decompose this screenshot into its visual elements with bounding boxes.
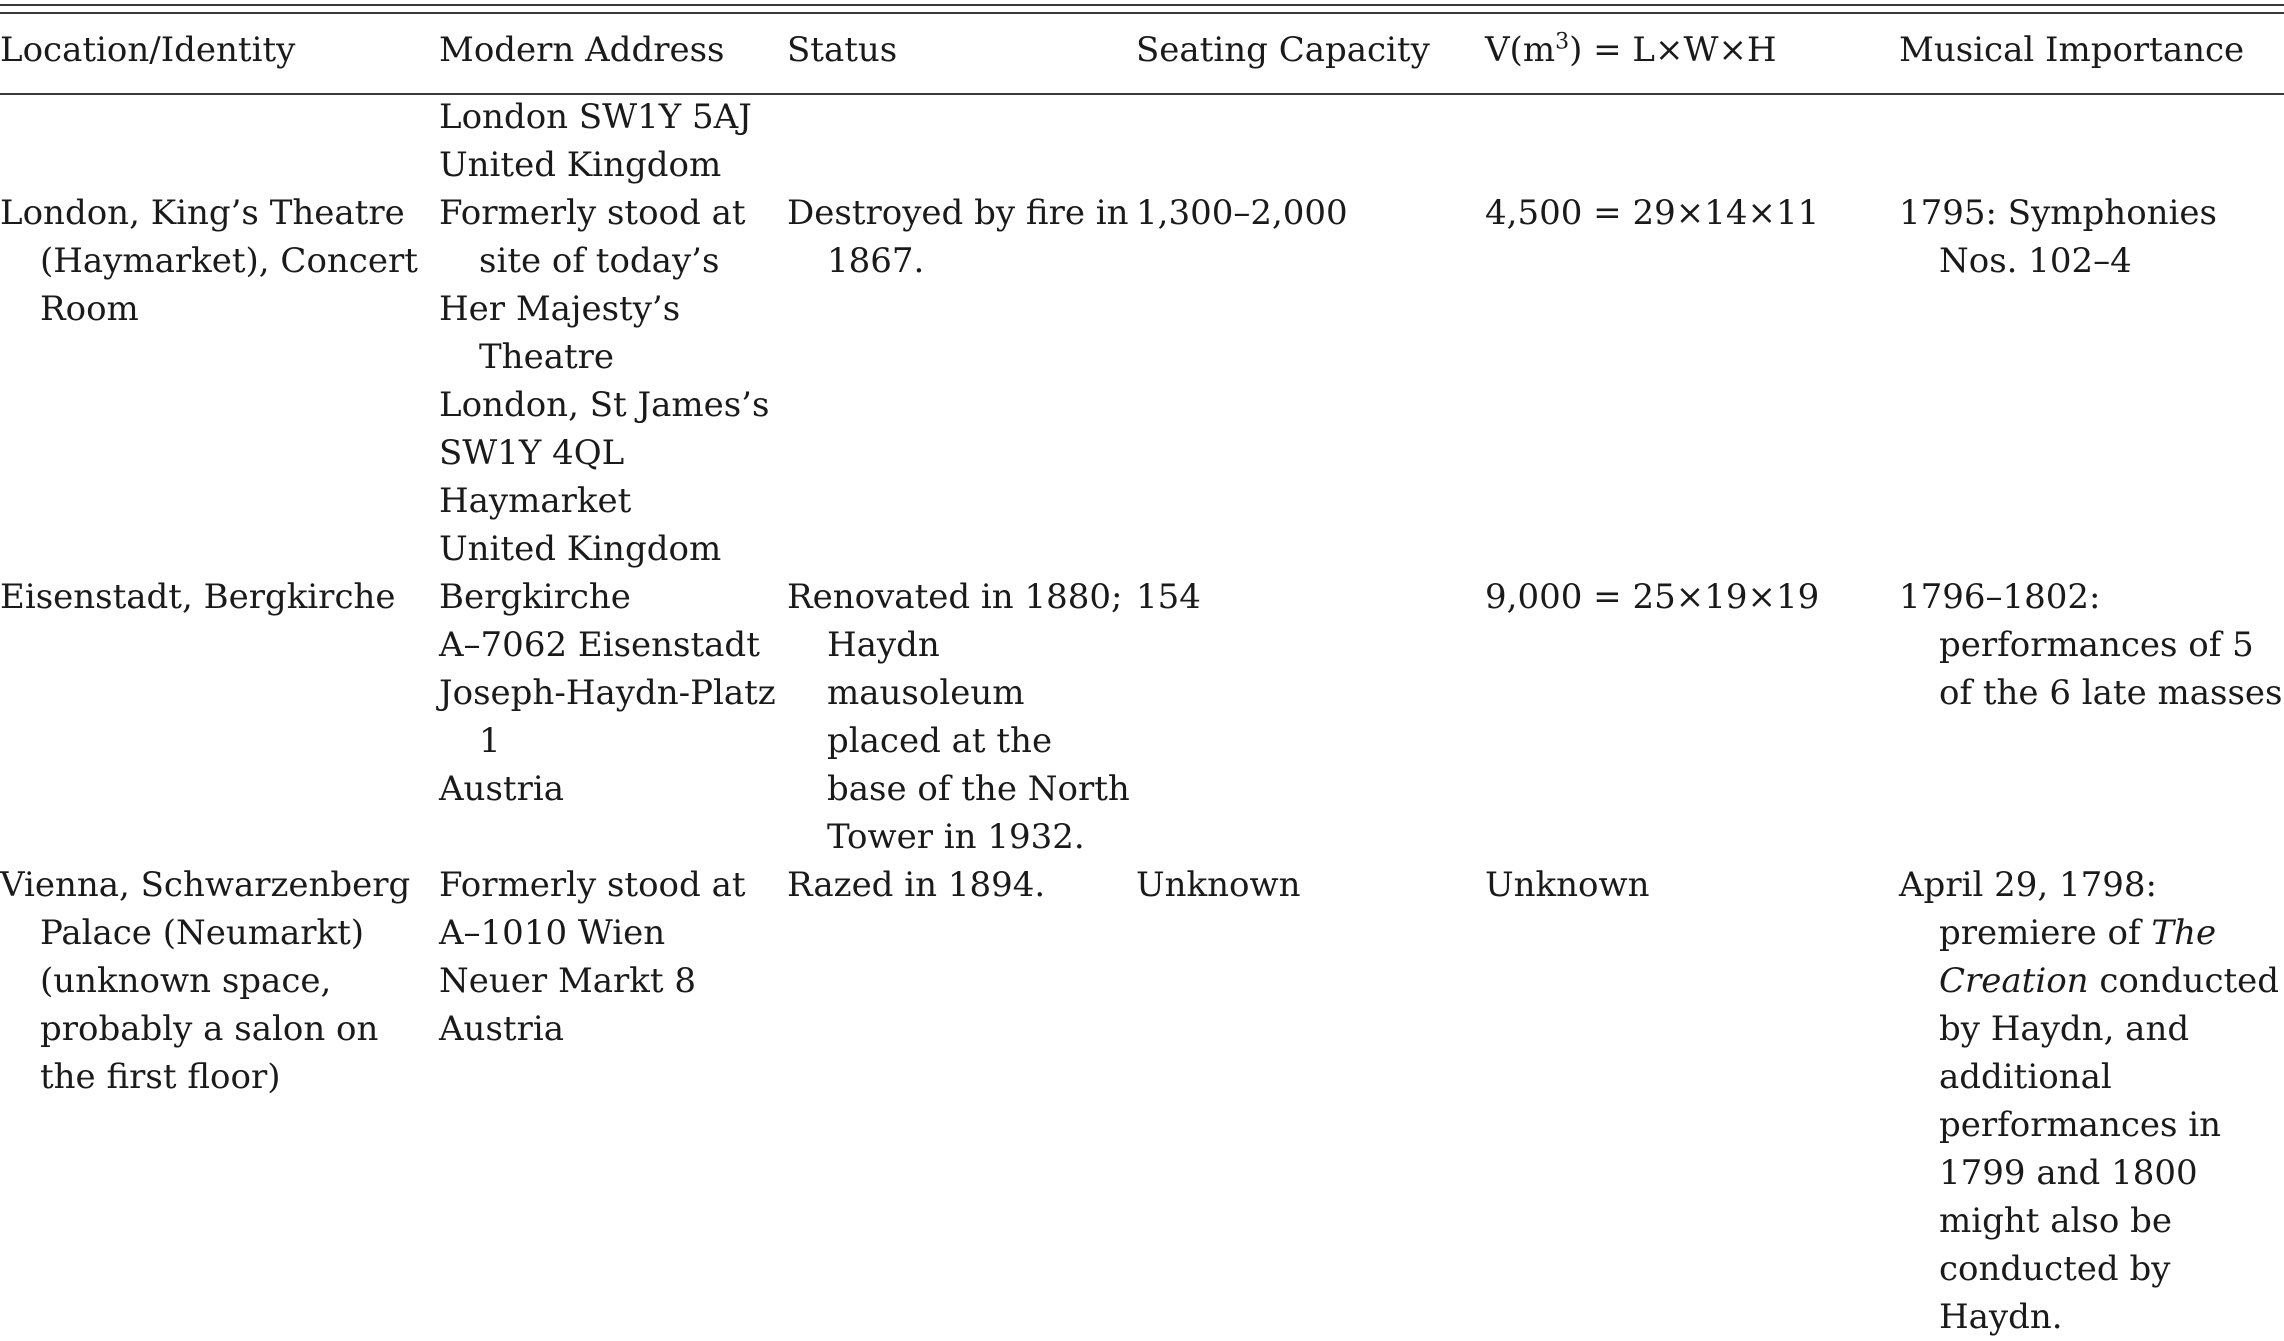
work-title: The Creation — [1939, 913, 2217, 1001]
cell-status: Destroyed by fire in 1867. — [787, 193, 1129, 281]
header-volume — [1485, 20, 1899, 93]
address-line: A–1010 Wien — [439, 913, 666, 953]
cell-status: Razed in 1894. — [787, 865, 1046, 905]
header-status: Status — [787, 30, 898, 70]
cell-importance — [1899, 861, 2284, 1341]
address-line: Bergkirche — [439, 577, 631, 617]
header-address: Modern Address — [439, 30, 725, 70]
cell-seating: 1,300–2,000 — [1136, 193, 1348, 233]
importance-text: conducted by Haydn, and additional performances in 1799 and 1800 might also be conducted by Haydn. — [1939, 961, 2280, 1337]
address-line: Haymarket — [439, 481, 632, 521]
address-line: Her Majesty’s Theatre — [439, 289, 681, 377]
table-row — [0, 189, 2284, 573]
cell-address — [439, 861, 787, 1341]
cell-location: Eisenstadt, Bergkirche — [0, 577, 396, 617]
cell-status: Renovated in 1880; Haydn mausoleum placed at the base of the North Tower in 1932. — [787, 577, 1130, 857]
address-line: A–7062 Eisenstadt — [439, 625, 760, 665]
address-line: Formerly stood at — [439, 865, 746, 905]
table-header-row — [0, 20, 2284, 93]
header-volume-sup: 3 — [1555, 29, 1570, 55]
cell-volume: Unknown — [1485, 865, 1650, 905]
address-line: Austria — [439, 1009, 564, 1049]
cell-volume: 9,000 = 25×19×19 — [1485, 577, 1820, 617]
header-importance: Musical Importance — [1899, 30, 2245, 70]
top-rule — [0, 4, 2284, 6]
header-volume-suffix: ) = L×W×H — [1569, 30, 1777, 70]
cell-seating: 154 — [1136, 577, 1201, 617]
address-line: Formerly stood at site of today’s — [439, 193, 746, 281]
address-line: SW1Y 4QL — [439, 433, 625, 473]
address-line: London SW1Y 5AJ — [439, 97, 752, 137]
address-line: Austria — [439, 769, 564, 809]
top-rule-second — [0, 12, 2284, 14]
address-line: Joseph-Haydn-Platz 1 — [439, 673, 776, 761]
cell-importance: 1796–1802: performances of 5 of the 6 late masses — [1899, 577, 2283, 713]
importance-text: April 29, 1798: premiere of — [1899, 865, 2157, 953]
cell-location: Vienna, Schwarzenberg Palace (Neumarkt) (unknown space, probably a salon on the first floor) — [0, 865, 411, 1097]
header-volume-prefix: V(m — [1485, 30, 1556, 70]
header-location: Location/Identity — [0, 30, 296, 70]
cell-address — [439, 189, 787, 573]
address-line: United Kingdom — [439, 145, 722, 185]
address-line: United Kingdom — [439, 529, 722, 569]
venues-table — [0, 20, 2284, 1341]
cell-importance: 1795: Symphonies Nos. 102–4 — [1899, 193, 2218, 281]
table-row — [0, 573, 2284, 861]
cell-seating: Unknown — [1136, 865, 1301, 905]
cell-volume: 4,500 = 29×14×11 — [1485, 193, 1820, 233]
table-row — [0, 861, 2284, 1341]
header-seating: Seating Capacity — [1136, 30, 1430, 70]
cell-location: London, King’s Theatre (Haymarket), Concert Room — [0, 193, 418, 329]
address-line: Neuer Markt 8 — [439, 961, 696, 1001]
cell-address — [439, 573, 787, 861]
address-line: London, St James’s — [439, 385, 770, 425]
cell-address-continued — [439, 93, 787, 189]
table-row-continued — [0, 93, 2284, 189]
